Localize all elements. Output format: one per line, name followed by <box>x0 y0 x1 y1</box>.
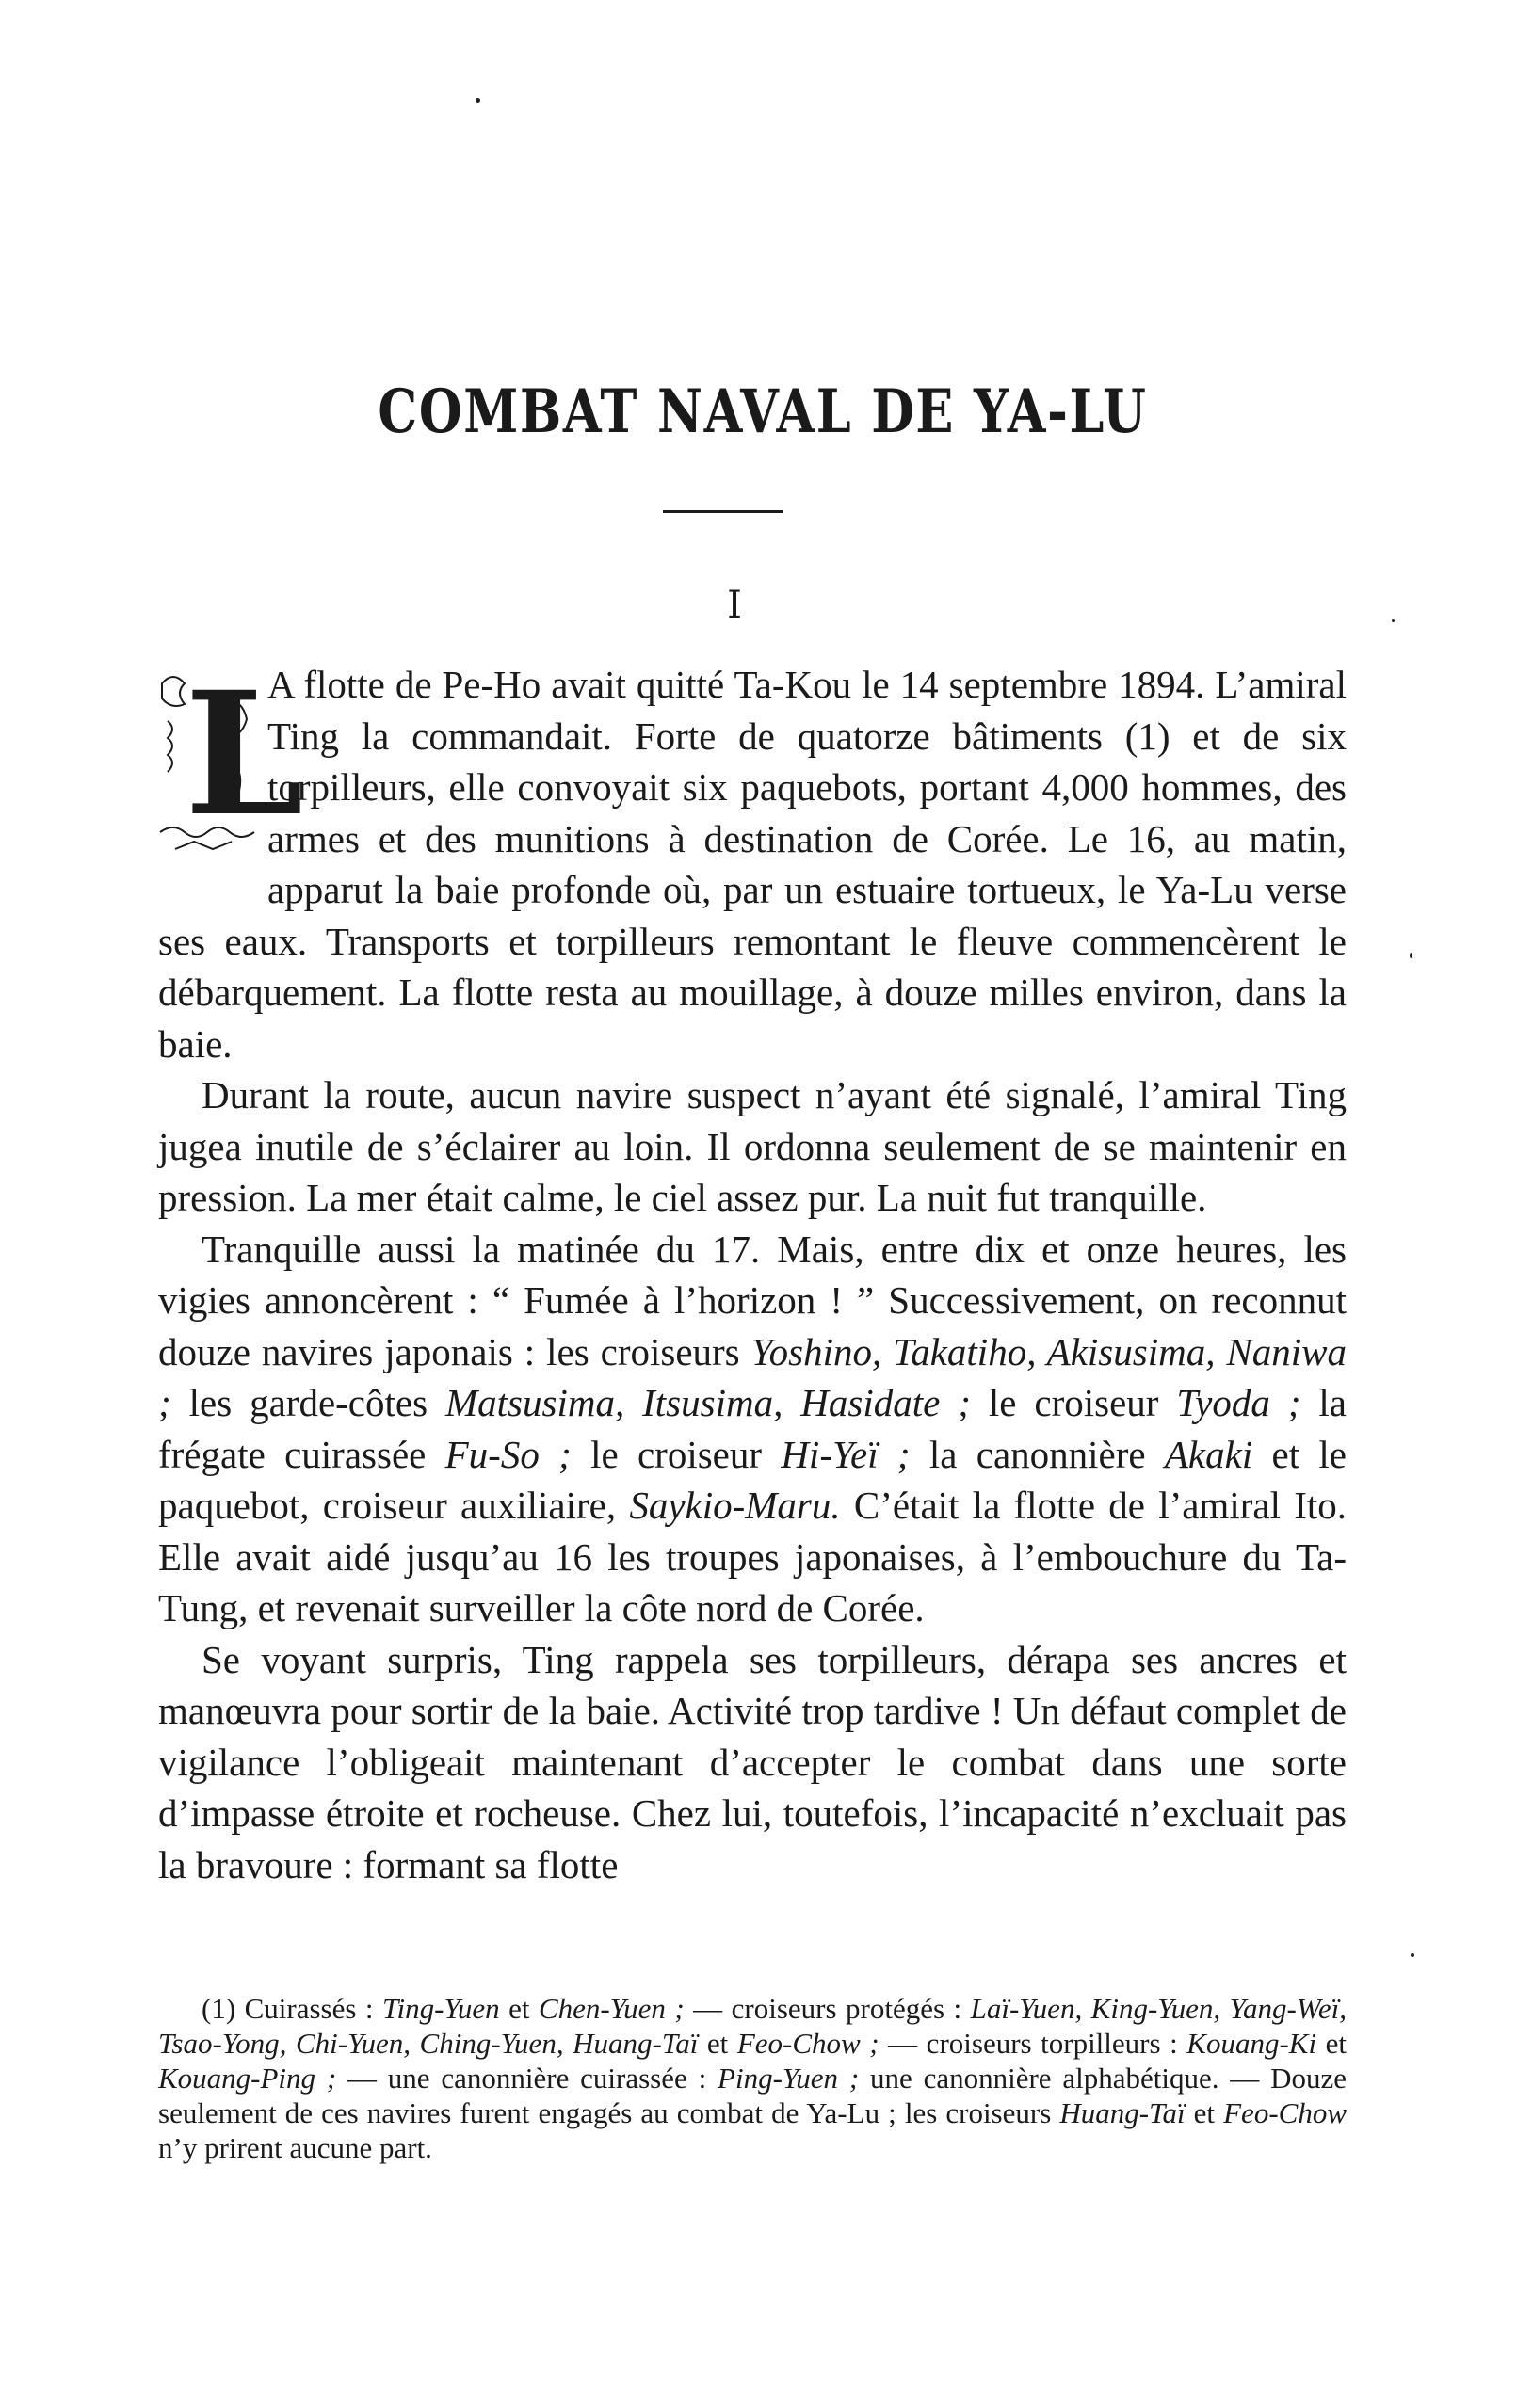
ink-speck <box>1411 1953 1414 1957</box>
ink-speck <box>476 98 480 103</box>
ship-names: Feo-Chow <box>1223 2096 1347 2129</box>
ship-names: Kouang-Ping ; <box>158 2062 337 2095</box>
ship-names: Ping-Yuen ; <box>718 2062 860 2095</box>
text-run: la canonnière <box>910 1432 1165 1476</box>
section-number: I <box>727 584 742 627</box>
text-run: — croiseurs torpilleurs : <box>879 2027 1187 2060</box>
text-run: et <box>1185 2096 1224 2129</box>
ship-names: Tyoda ; <box>1176 1381 1301 1424</box>
text-run: Tranquille aussi la matinée du 17. Mais, entre dix et onze heures, les vigies annoncèrent : “ Fumée à l’horizon ! ” Successivement, on reconnut douze navires japonais : les croiseurs <box>158 1227 1347 1373</box>
ink-speck <box>1410 953 1412 958</box>
paragraph-1 <box>158 655 1347 1069</box>
ship-names: Laï-Yuen, King-Yuen, Yang-Weï, Tsao-Yong, Chi-Yuen, Ching-Yuen, Huang-Taï <box>158 1992 1347 2060</box>
paragraph-1-text: A flotte de Pe-Ho avait quitté Ta-Kou le 14 septembre 1894. L’amiral Ting la commandait. Forte de quatorze bâtiments (1) et de six torpilleurs, elle convoyait six paquebots, portant 4,000 hommes, des armes et des munitions à destination de Corée. Le 16, au matin, apparut la baie profonde où, par un estuaire tortueux, le Ya-Lu verse ses eaux. Transports et torpilleurs remontant le fleuve commencèrent le débarquement. La flotte resta au mouillage, à douze milles environ, dans la baie. <box>158 663 1347 1066</box>
text-run: et <box>1316 2027 1347 2060</box>
ship-names: Kouang-Ki <box>1186 2027 1317 2060</box>
ship-names: Matsusima, Itsusima, Hasidate ; <box>444 1381 971 1424</box>
ship-names: Ting-Yuen <box>382 1992 500 2025</box>
text-run: C’était la flotte de l’amiral Ito. Elle avait aidé jusqu’au 16 les troupes japonaises, à l’embouchure du Ta-Tung, et revenait surveiller la côte nord de Corée. <box>158 1484 1347 1629</box>
title-rule <box>663 510 783 513</box>
ship-names: Fu-So ; <box>444 1432 572 1476</box>
footnote <box>158 1991 1347 2165</box>
paragraph-4: Se voyant surpris, Ting rappela ses torpilleurs, dérapa ses ancres et manœuvra pour sortir de la baie. Activité trop tardive ! Un défaut complet de vigilance l’obligeait maintenant d’accepter le combat dans une sorte d’impasse étroite et rocheuse. Chez lui, toutefois, l’incapacité n’excluait pas la bravoure : formant sa flotte <box>158 1637 1347 1886</box>
paragraph-2: Durant la route, aucun navire suspect n’ayant été signalé, l’amiral Ting jugea inutile de s’éclairer au loin. Il ordonna seulement de se maintenir en pression. La mer était calme, le ciel assez pur. La nuit fut tranquille. <box>158 1073 1347 1219</box>
chapter-title: COMBAT NAVAL DE YA-LU <box>378 377 1148 447</box>
text-run: une canonnière alphabétique. — Douze seulement de ces navires furent engagés au combat de Ya-Lu ; les croiseurs <box>158 2062 1347 2129</box>
text-run: et <box>499 1992 539 2025</box>
ship-names: Yoshino, Takatiho, Akisusima, Naniwa ; <box>158 1329 1347 1424</box>
text-run: — croiseurs protégés : <box>684 1992 971 2025</box>
text-run: la frégate cuirassée <box>158 1381 1347 1476</box>
dropcap-letter: L <box>185 655 304 854</box>
ship-names: Feo-Chow ; <box>736 2027 879 2060</box>
body-text <box>158 655 1347 1890</box>
ship-names: Hi-Yeï ; <box>781 1432 911 1476</box>
text-run: — une canonnière cuirassée : <box>336 2062 718 2095</box>
paragraph-3 <box>158 1224 1347 1634</box>
text-run: le croiseur <box>571 1432 782 1476</box>
text-run: n’y prirent aucune part. <box>158 2131 432 2164</box>
text-run: le croiseur <box>970 1381 1177 1424</box>
ship-names: Akaki <box>1164 1432 1253 1476</box>
text-run: les garde-côtes <box>170 1381 445 1424</box>
footnote-marker: (1) Cuirassés : <box>202 1992 383 2025</box>
text-run: et le paquebot, croiseur auxiliaire, <box>158 1432 1347 1527</box>
ship-names: Chen-Yuen ; <box>538 1992 685 2025</box>
ship-names: Huang-Taï <box>1059 2096 1186 2129</box>
text-run: et <box>698 2027 737 2060</box>
ship-names: Saykio-Maru. <box>629 1484 841 1527</box>
ornamental-dropcap <box>156 655 304 868</box>
